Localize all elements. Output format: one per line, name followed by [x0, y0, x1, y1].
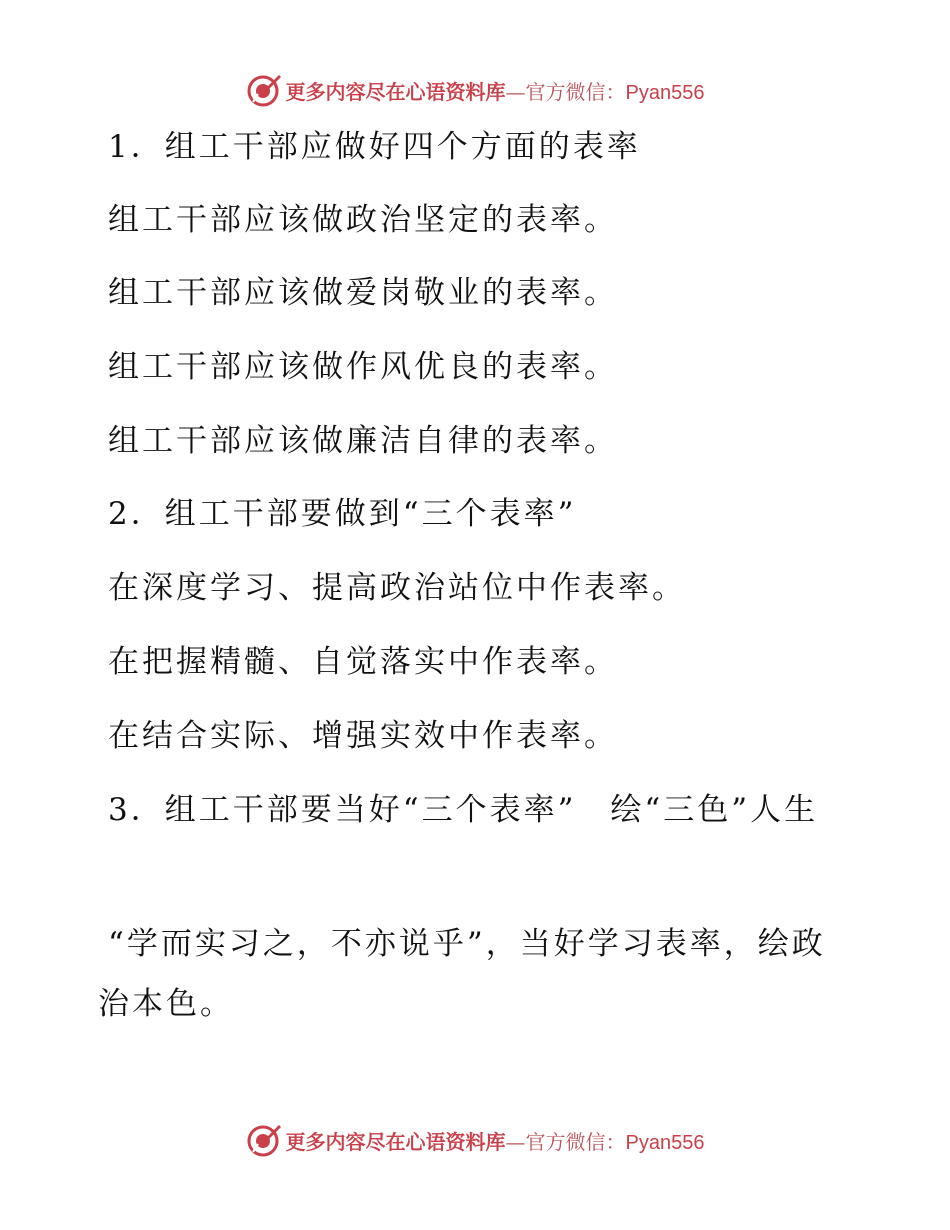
paragraph-line: 在结合实际、增强实效中作表率。: [108, 718, 618, 754]
paragraph-line: 组工干部应该做政治坚定的表率。: [108, 202, 618, 238]
pen-logo-icon: [246, 1122, 282, 1158]
watermark-brand: 更多内容尽在心语资料库: [285, 79, 506, 104]
watermark-separator: —: [505, 79, 526, 104]
watermark-wechat-label: 官方微信：: [525, 79, 626, 104]
paragraph-line: 在把握精髓、自觉落实中作表率。: [108, 644, 618, 680]
paragraph-line: 在深度学习、提高政治站位中作表率。: [108, 570, 686, 606]
watermark-text: [286, 1126, 705, 1155]
heading-1: 1．组工干部应做好四个方面的表率: [108, 129, 641, 165]
watermark-wechat-id: Pyan556: [625, 81, 705, 104]
header-watermark: [0, 70, 950, 110]
footer-watermark: [0, 1120, 950, 1160]
heading-2: 2．组工干部要做到“三个表率”: [108, 496, 577, 532]
watermark-brand: 更多内容尽在心语资料库: [285, 1129, 506, 1154]
paragraph-line: 组工干部应该做廉洁自律的表率。: [108, 423, 618, 459]
watermark-wechat-label: 官方微信：: [525, 1129, 626, 1154]
pen-logo-icon: [246, 72, 282, 108]
heading-3: 3．组工干部要当好“三个表率” 绘“三色”人生: [108, 792, 819, 828]
watermark-text: [286, 76, 705, 105]
paragraph-line: 组工干部应该做爱岗敬业的表率。: [108, 275, 618, 311]
watermark-separator: —: [505, 1129, 526, 1154]
paragraph-line: 组工干部应该做作风优良的表率。: [108, 349, 618, 385]
watermark-wechat-id: Pyan556: [625, 1131, 705, 1154]
paragraph-line: “学而实习之，不亦说乎”，当好学习表率，绘政治本色。: [98, 926, 826, 1022]
